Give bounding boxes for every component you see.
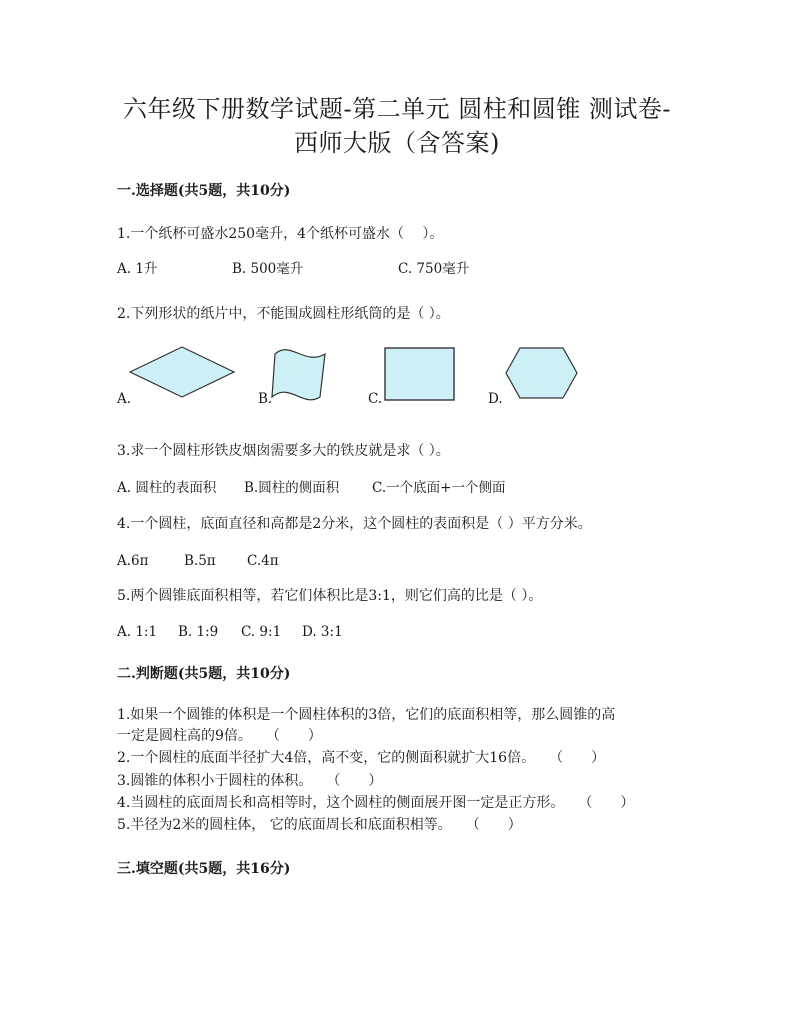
q4-option-c: C.4π bbox=[247, 553, 279, 569]
wavy-parallelogram-shape bbox=[272, 350, 325, 400]
question-2: 2.下列形状的纸片中，不能围成圆柱形纸筒的是（ ）。 bbox=[117, 306, 450, 322]
q5-option-b: B. 1:9 bbox=[178, 624, 219, 640]
q1-option-c: C. 750毫升 bbox=[398, 261, 470, 277]
question-4: 4.一个圆柱，底面直径和高都是2分米，这个圆柱的表面积是（ ）平方分米。 bbox=[117, 516, 592, 532]
rhombus-shape bbox=[130, 347, 234, 397]
shape-label-d: D. bbox=[488, 391, 503, 407]
judgement-3: 3.圆锥的体积小于圆柱的体积。 （ ） bbox=[117, 773, 383, 789]
q4-option-a: A.6π bbox=[117, 553, 149, 569]
q1-option-a: A. 1升 bbox=[117, 261, 158, 277]
square-shape bbox=[385, 348, 454, 400]
shape-label-a: A. bbox=[117, 391, 132, 407]
q5-option-d: D. 3:1 bbox=[302, 624, 343, 640]
q3-option-b: B.圆柱的侧面积 bbox=[244, 480, 340, 496]
q3-option-c: C.一个底面+一个侧面 bbox=[372, 480, 506, 496]
q5-option-c: C. 9:1 bbox=[241, 624, 282, 640]
judgement-5: 5.半径为2米的圆柱体， 它的底面周长和底面积相等。 （ ） bbox=[117, 817, 522, 833]
question-5: 5.两个圆锥底面积相等，若它们体积比是3:1，则它们高的比是（ ）。 bbox=[117, 588, 543, 604]
q4-option-b: B.5π bbox=[184, 553, 216, 569]
section-heading-judgement: 二.判断题(共5题，共10分) bbox=[117, 666, 291, 682]
shape-label-b: B. bbox=[258, 391, 273, 407]
q1-option-b: B. 500毫升 bbox=[232, 261, 304, 277]
page-title-line2: 西师大版（含答案) bbox=[294, 129, 500, 157]
question-1: 1.一个纸杯可盛水250毫升，4个纸杯可盛水（ ）。 bbox=[117, 226, 444, 242]
question-3: 3.求一个圆柱形铁皮烟囱需要多大的铁皮就是求（ ）。 bbox=[117, 443, 450, 459]
section-heading-fill-blank: 三.填空题(共5题，共16分) bbox=[117, 861, 291, 877]
page-title-line1: 六年级下册数学试题-第二单元 圆柱和圆锥 测试卷- bbox=[123, 95, 671, 123]
shape-label-c: C. bbox=[368, 391, 383, 407]
q5-option-a: A. 1:1 bbox=[117, 624, 158, 640]
hexagon-shape bbox=[506, 348, 577, 398]
judgement-1-line2: 一定是圆柱高的9倍。 （ ） bbox=[117, 728, 322, 744]
judgement-1-line1: 1.如果一个圆锥的体积是一个圆柱体积的3倍，它们的底面积相等，那么圆锥的高 bbox=[117, 707, 616, 723]
judgement-4: 4.当圆柱的底面周长和高相等时，这个圆柱的侧面展开图一定是正方形。 （ ） bbox=[117, 795, 635, 811]
section-heading-choice: 一.选择题(共5题，共10分) bbox=[117, 183, 291, 199]
q3-option-a: A. 圆柱的表面积 bbox=[117, 480, 217, 496]
q2-shapes bbox=[0, 0, 794, 420]
judgement-2: 2.一个圆柱的底面半径扩大4倍，高不变，它的侧面积就扩大16倍。 （ ） bbox=[117, 750, 606, 766]
